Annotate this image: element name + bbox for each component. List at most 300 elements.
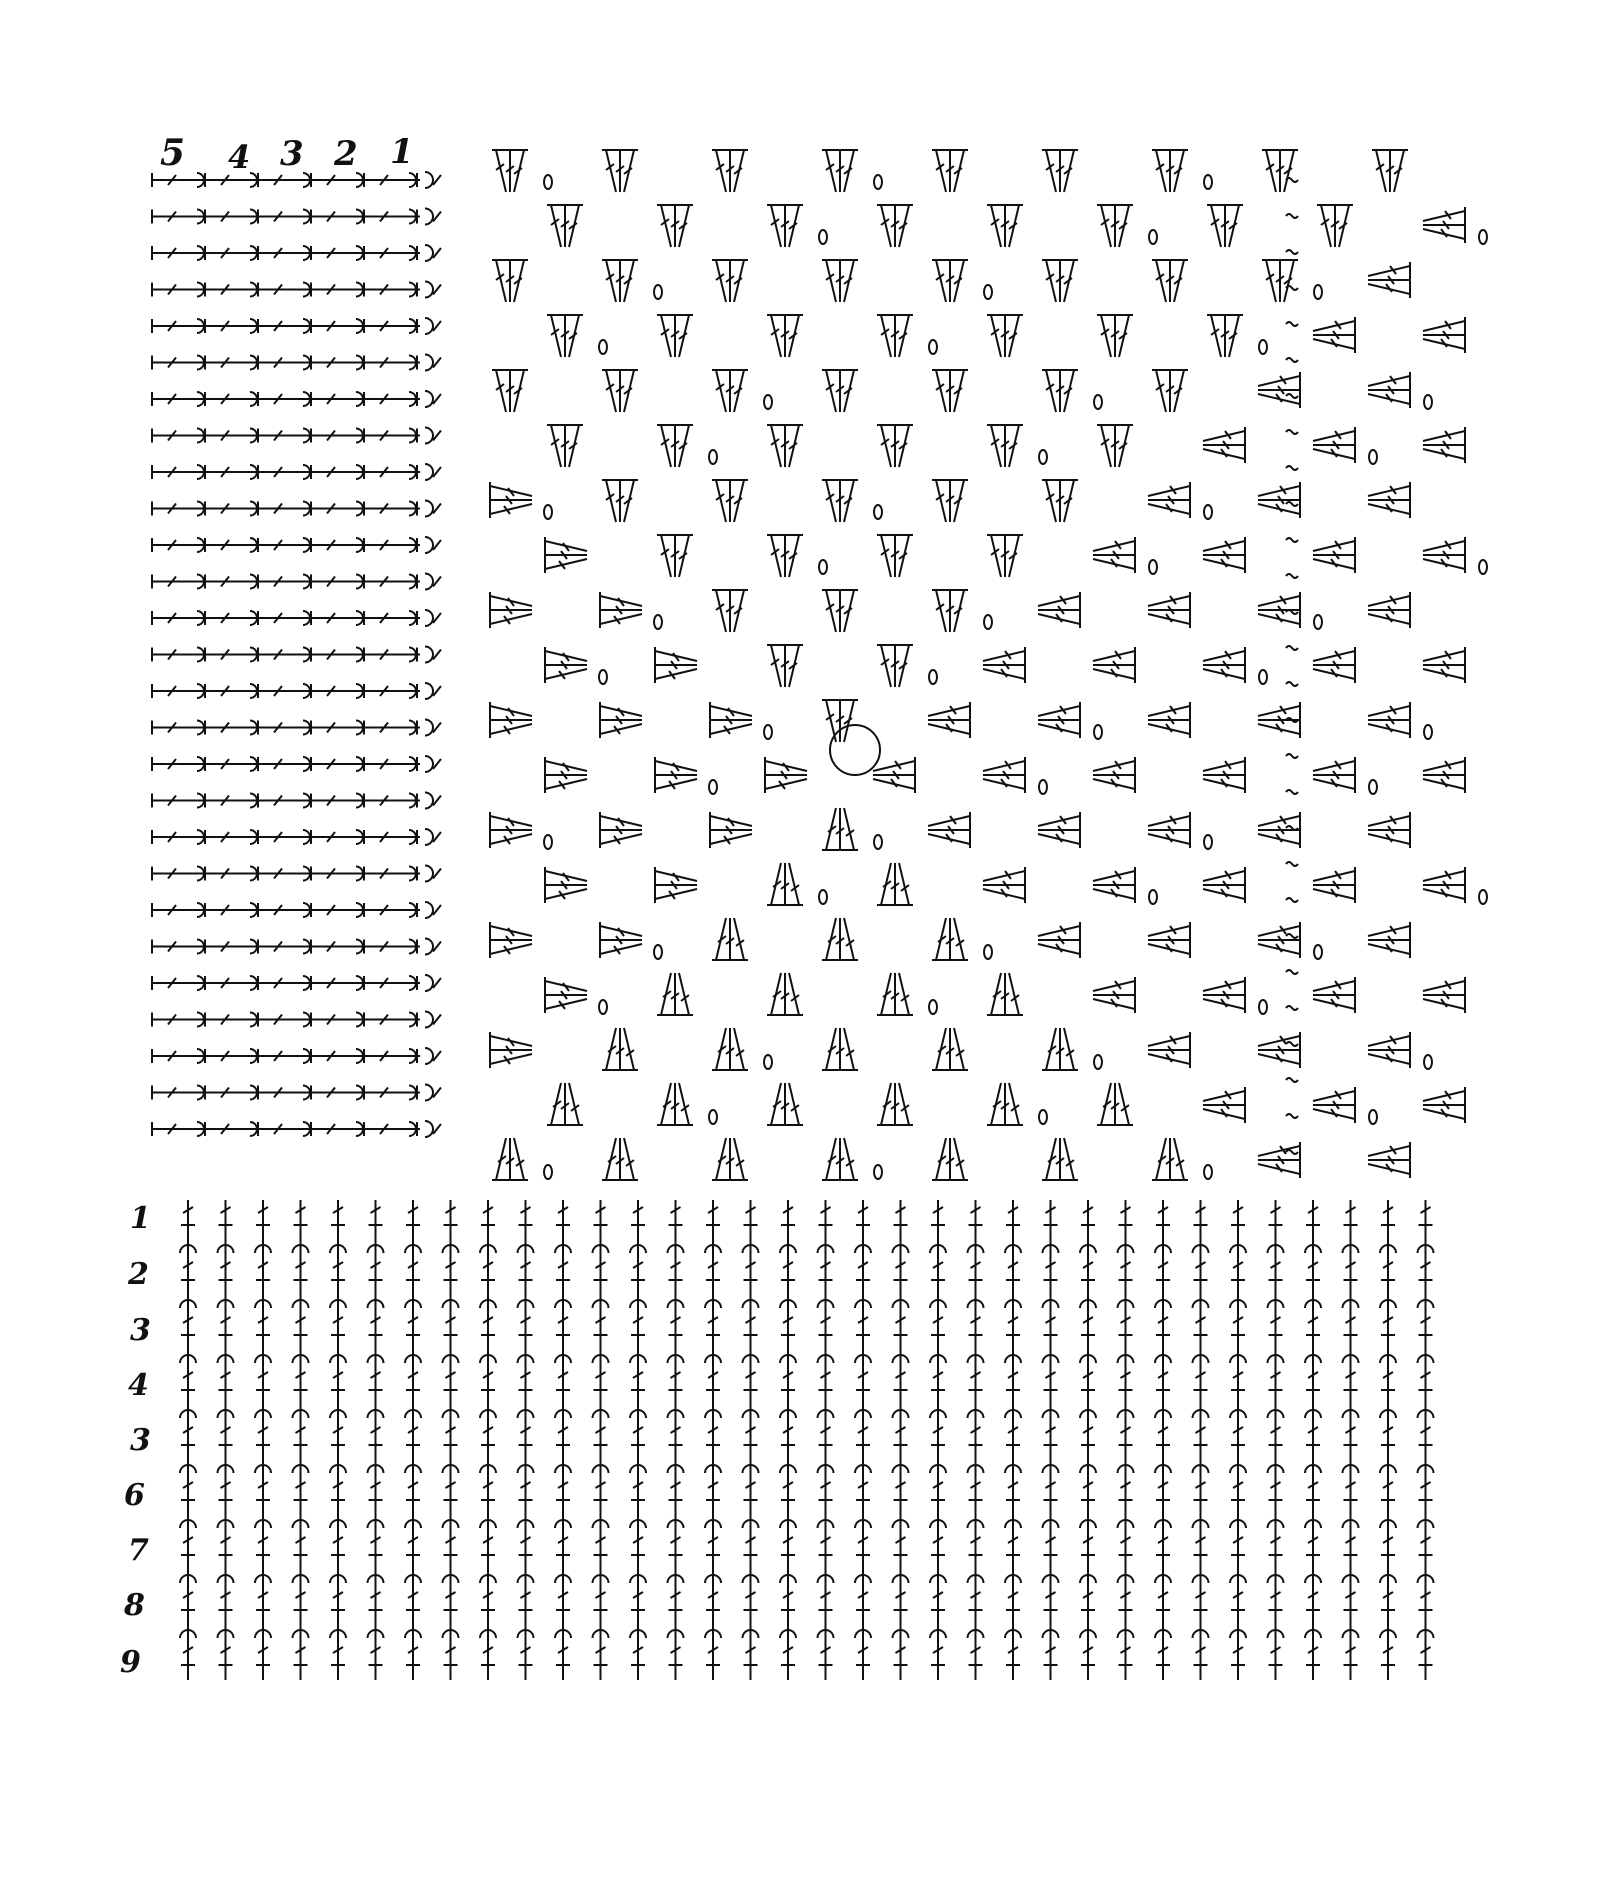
crochet-shell-symbol: [1313, 867, 1355, 903]
stitch-row: [152, 1048, 441, 1064]
wavy-divider-symbol: [1286, 322, 1298, 326]
wavy-divider-symbol: [1286, 970, 1298, 974]
chain-loop-symbol: [1424, 1055, 1432, 1069]
side-row-label-5: 3: [130, 1423, 151, 1458]
crochet-shell-symbol: [767, 1083, 803, 1125]
chain-loop-symbol: [764, 395, 772, 409]
chain-loop-symbol: [1259, 1000, 1267, 1014]
wavy-divider-symbol: [1286, 1006, 1298, 1010]
chain-loop-symbol: [1149, 890, 1157, 904]
chain-loop-symbol: [544, 835, 552, 849]
crochet-shell-symbol: [1368, 1032, 1410, 1068]
crochet-shell-symbol: [1368, 1142, 1410, 1178]
crochet-shell-symbol: [1038, 592, 1080, 628]
chain-loop-symbol: [1204, 835, 1212, 849]
crochet-shell-symbol: [877, 645, 913, 687]
crochet-shell-symbol: [492, 370, 528, 412]
crochet-shell-symbol: [877, 863, 913, 905]
stitch-row: [152, 1012, 441, 1028]
crochet-shell-symbol: [767, 973, 803, 1015]
chain-loop-symbol: [1259, 340, 1267, 354]
crochet-shell-symbol: [767, 205, 803, 247]
crochet-shell-symbol: [1097, 205, 1133, 247]
crochet-shell-symbol: [1313, 977, 1355, 1013]
crochet-shell-symbol: [1203, 537, 1245, 573]
chain-loop-symbol: [1094, 395, 1102, 409]
stitch-post-symbol: [593, 1200, 609, 1680]
crochet-shell-symbol: [492, 150, 528, 192]
crochet-shell-symbol: [490, 922, 532, 958]
stitch-row: [152, 428, 441, 444]
crochet-shell-symbol: [932, 590, 968, 632]
side-row-label-8: 8: [124, 1588, 145, 1623]
crochet-shell-symbol: [657, 315, 693, 357]
crochet-shell-symbol: [657, 535, 693, 577]
crochet-shell-symbol: [1368, 812, 1410, 848]
chain-loop-symbol: [654, 615, 662, 629]
crochet-shell-symbol: [928, 812, 970, 848]
stitch-post-symbol: [930, 1200, 946, 1680]
crochet-shell-symbol: [1093, 537, 1135, 573]
crochet-shell-symbol: [932, 150, 968, 192]
crochet-shell-symbol: [877, 535, 913, 577]
wavy-divider-symbol: [1286, 394, 1298, 398]
chain-loop-symbol: [929, 1000, 937, 1014]
wavy-divider-symbol: [1286, 934, 1298, 938]
crochet-shell-symbol: [1313, 427, 1355, 463]
stitch-row: [152, 391, 441, 407]
crochet-shell-symbol: [1262, 260, 1298, 302]
wavy-divider-symbol: [1286, 682, 1298, 686]
crochet-shell-symbol: [492, 1138, 528, 1180]
crochet-shell-symbol: [822, 700, 858, 742]
crochet-shell-symbol: [1423, 207, 1465, 243]
crochet-shell-symbol: [1038, 702, 1080, 738]
crochet-shell-symbol: [1042, 260, 1078, 302]
stitch-row: [152, 172, 441, 188]
stitch-post-symbol: [1343, 1200, 1359, 1680]
crochet-shell-symbol: [822, 150, 858, 192]
stitch-row: [152, 902, 441, 918]
chain-loop-symbol: [1204, 175, 1212, 189]
crochet-shell-symbol: [602, 1028, 638, 1070]
stitch-post-symbol: [630, 1200, 646, 1680]
top-row-label-1: 1: [390, 132, 414, 172]
crochet-shell-symbol: [1207, 205, 1243, 247]
stitch-row: [152, 574, 441, 590]
crochet-shell-symbol: [602, 150, 638, 192]
crochet-shell-symbol: [1258, 372, 1300, 408]
stitch-row: [152, 793, 441, 809]
chain-loop-symbol: [1369, 450, 1377, 464]
chain-loop-symbol: [1314, 615, 1322, 629]
crochet-shell-symbol: [1423, 427, 1465, 463]
stitch-post-symbol: [818, 1200, 834, 1680]
stitch-post-symbol: [293, 1200, 309, 1680]
chain-loop-symbol: [764, 725, 772, 739]
stitch-post-symbol: [443, 1200, 459, 1680]
stitch-post-symbol: [668, 1200, 684, 1680]
stitch-row: [152, 464, 441, 480]
crochet-shell-symbol: [490, 812, 532, 848]
crochet-shell-symbol: [877, 973, 913, 1015]
side-row-label-4: 4: [128, 1368, 149, 1403]
crochet-shell-symbol: [877, 1083, 913, 1125]
crochet-shell-symbol: [602, 370, 638, 412]
crochet-shell-symbol: [1262, 150, 1298, 192]
stitch-row: [152, 975, 441, 991]
stitch-row: [152, 939, 441, 955]
crochet-shell-symbol: [1148, 1032, 1190, 1068]
crochet-shell-symbol: [1203, 647, 1245, 683]
crochet-shell-symbol: [1093, 977, 1135, 1013]
crochet-shell-symbol: [822, 370, 858, 412]
crochet-shell-symbol: [1097, 1083, 1133, 1125]
crochet-shell-symbol: [987, 425, 1023, 467]
crochet-shell-symbol: [600, 922, 642, 958]
stitch-post-symbol: [1268, 1200, 1284, 1680]
crochet-shell-symbol: [712, 150, 748, 192]
chain-loop-symbol: [1314, 945, 1322, 959]
crochet-shell-symbol: [1152, 260, 1188, 302]
crochet-shell-symbol: [655, 647, 697, 683]
stitch-post-symbol: [968, 1200, 984, 1680]
chain-loop-symbol: [1479, 890, 1487, 904]
crochet-shell-symbol: [657, 973, 693, 1015]
wavy-divider-symbol: [1286, 1114, 1298, 1118]
crochet-shell-symbol: [1203, 427, 1245, 463]
crochet-shell-symbol: [767, 425, 803, 467]
crochet-shell-symbol: [822, 918, 858, 960]
crochet-shell-symbol: [602, 260, 638, 302]
chain-loop-symbol: [874, 175, 882, 189]
crochet-shell-symbol: [1368, 262, 1410, 298]
crochet-shell-symbol: [987, 315, 1023, 357]
stitch-post-symbol: [743, 1200, 759, 1680]
crochet-shell-symbol: [1258, 922, 1300, 958]
stitch-row: [152, 355, 441, 371]
chain-loop-symbol: [1204, 1165, 1212, 1179]
crochet-shell-symbol: [932, 480, 968, 522]
crochet-shell-symbol: [1203, 1087, 1245, 1123]
crochet-shell-symbol: [1042, 370, 1078, 412]
stitch-post-symbol: [1080, 1200, 1096, 1680]
stitch-post-symbol: [1230, 1200, 1246, 1680]
stitch-post-symbol: [405, 1200, 421, 1680]
crochet-shell-symbol: [600, 702, 642, 738]
chain-loop-symbol: [1204, 505, 1212, 519]
crochet-shell-symbol: [545, 757, 587, 793]
stitch-row: [152, 501, 441, 517]
motif-grid: [490, 150, 1487, 1180]
side-row-label-6: 6: [124, 1478, 145, 1513]
side-row-label-1: 1: [130, 1201, 151, 1236]
stitch-post-symbol: [1305, 1200, 1321, 1680]
wavy-divider-symbol: [1286, 646, 1298, 650]
crochet-shell-symbol: [492, 260, 528, 302]
crochet-shell-symbol: [712, 590, 748, 632]
crochet-shell-symbol: [1313, 537, 1355, 573]
crochet-shell-symbol: [1097, 315, 1133, 357]
side-row-label-9: 9: [120, 1645, 141, 1680]
chain-loop-symbol: [984, 945, 992, 959]
crochet-shell-symbol: [1368, 922, 1410, 958]
crochet-shell-symbol: [545, 647, 587, 683]
chain-loop-symbol: [544, 505, 552, 519]
crochet-shell-symbol: [710, 702, 752, 738]
crochet-shell-symbol: [822, 590, 858, 632]
crochet-shell-symbol: [1368, 372, 1410, 408]
crochet-shell-symbol: [1313, 317, 1355, 353]
crochet-shell-symbol: [932, 1138, 968, 1180]
crochet-shell-symbol: [1368, 702, 1410, 738]
chain-loop-symbol: [764, 1055, 772, 1069]
crochet-shell-symbol: [490, 592, 532, 628]
crochet-shell-symbol: [712, 260, 748, 302]
crochet-shell-symbol: [1148, 592, 1190, 628]
crochet-shell-symbol: [712, 1028, 748, 1070]
crochet-shell-symbol: [712, 370, 748, 412]
wavy-divider-symbol: [1286, 1042, 1298, 1046]
crochet-shell-symbol: [657, 425, 693, 467]
stitch-post-symbol: [555, 1200, 571, 1680]
chain-loop-symbol: [1039, 1110, 1047, 1124]
crochet-shell-symbol: [1207, 315, 1243, 357]
chain-loop-symbol: [654, 285, 662, 299]
crochet-shell-symbol: [712, 918, 748, 960]
crochet-shell-symbol: [1423, 317, 1465, 353]
chain-loop-symbol: [599, 340, 607, 354]
crochet-shell-symbol: [1423, 537, 1465, 573]
stitch-post-symbol: [1193, 1200, 1209, 1680]
stitch-post-symbol: [1418, 1200, 1434, 1680]
chain-loop-symbol: [874, 1165, 882, 1179]
stitch-row: [152, 610, 441, 626]
wavy-divider-symbol: [1286, 538, 1298, 542]
chain-loop-symbol: [1149, 560, 1157, 574]
wavy-divider-symbol: [1286, 790, 1298, 794]
stitch-post-symbol: [255, 1200, 271, 1680]
stitch-row: [152, 683, 441, 699]
chain-loop-symbol: [819, 230, 827, 244]
stitch-post-symbol: [1118, 1200, 1134, 1680]
crochet-shell-symbol: [547, 205, 583, 247]
crochet-shell-symbol: [932, 370, 968, 412]
crochet-shell-symbol: [983, 867, 1025, 903]
chain-loop-symbol: [544, 1165, 552, 1179]
chain-loop-symbol: [819, 560, 827, 574]
crochet-shell-symbol: [822, 1028, 858, 1070]
crochet-shell-symbol: [983, 647, 1025, 683]
crochet-shell-symbol: [767, 645, 803, 687]
top-row-label-2: 2: [334, 134, 358, 174]
magic-ring-symbol: [830, 725, 880, 775]
crochet-shell-symbol: [822, 808, 858, 850]
stitch-row: [152, 1085, 441, 1101]
crochet-shell-symbol: [655, 867, 697, 903]
crochet-shell-symbol: [1152, 150, 1188, 192]
chain-loop-symbol: [1479, 560, 1487, 574]
stitch-post-symbol: [780, 1200, 796, 1680]
crochet-shell-symbol: [822, 260, 858, 302]
crochet-shell-symbol: [767, 863, 803, 905]
stitch-post-symbol: [518, 1200, 534, 1680]
side-row-number-labels: [120, 1201, 151, 1680]
stitch-post-symbol: [855, 1200, 871, 1680]
chain-loop-symbol: [1369, 1110, 1377, 1124]
stitch-row: [152, 245, 441, 261]
top-row-label-4: 4: [228, 138, 251, 176]
crochet-shell-symbol: [928, 702, 970, 738]
top-row-label-3: 3: [280, 134, 304, 174]
crochet-shell-symbol: [1258, 702, 1300, 738]
stitch-post-symbol: [1005, 1200, 1021, 1680]
crochet-shell-symbol: [1317, 205, 1353, 247]
chain-loop-symbol: [709, 780, 717, 794]
crochet-shell-symbol: [1148, 702, 1190, 738]
crochet-shell-symbol: [710, 812, 752, 848]
wavy-divider-symbol: [1286, 1078, 1298, 1082]
chain-loop-symbol: [1314, 285, 1322, 299]
crochet-shell-symbol: [1038, 812, 1080, 848]
crochet-shell-symbol: [1042, 1138, 1078, 1180]
crochet-shell-symbol: [767, 315, 803, 357]
crochet-shell-symbol: [545, 867, 587, 903]
crochet-shell-symbol: [1148, 922, 1190, 958]
chain-loop-symbol: [1424, 725, 1432, 739]
crochet-shell-symbol: [602, 1138, 638, 1180]
wavy-divider-symbol: [1286, 250, 1298, 254]
crochet-shell-symbol: [602, 480, 638, 522]
crochet-shell-symbol: [987, 535, 1023, 577]
crochet-shell-symbol: [1038, 922, 1080, 958]
crochet-shell-symbol: [547, 1083, 583, 1125]
crochet-shell-symbol: [600, 592, 642, 628]
crochet-shell-symbol: [1093, 757, 1135, 793]
crochet-shell-symbol: [712, 1138, 748, 1180]
wavy-divider-symbol: [1286, 214, 1298, 218]
crochet-shell-symbol: [657, 1083, 693, 1125]
crochet-shell-symbol: [600, 812, 642, 848]
crochet-shell-symbol: [490, 482, 532, 518]
stitch-row: [152, 209, 441, 225]
crochet-shell-symbol: [1313, 647, 1355, 683]
crochet-shell-symbol: [983, 757, 1025, 793]
crochet-shell-symbol: [1368, 482, 1410, 518]
crochet-shell-symbol: [1152, 370, 1188, 412]
chain-loop-symbol: [1039, 780, 1047, 794]
stitch-row: [152, 720, 441, 736]
chain-loop-symbol: [599, 1000, 607, 1014]
chain-loop-symbol: [544, 175, 552, 189]
crochet-shell-symbol: [932, 260, 968, 302]
crochet-shell-symbol: [932, 1028, 968, 1070]
lower-stitch-columns: [180, 1200, 1434, 1680]
stitch-post-symbol: [368, 1200, 384, 1680]
crochet-shell-symbol: [712, 480, 748, 522]
stitch-post-symbol: [1380, 1200, 1396, 1680]
chain-loop-symbol: [874, 835, 882, 849]
crochet-shell-symbol: [987, 973, 1023, 1015]
crochet-shell-symbol: [877, 315, 913, 357]
stitch-row: [152, 1121, 441, 1137]
chain-loop-symbol: [819, 890, 827, 904]
stitch-row: [152, 756, 441, 772]
chain-loop-symbol: [1149, 230, 1157, 244]
crochet-shell-symbol: [1423, 647, 1465, 683]
crochet-shell-symbol: [987, 1083, 1023, 1125]
crochet-shell-symbol: [932, 918, 968, 960]
crochet-shell-symbol: [547, 315, 583, 357]
side-row-label-3: 3: [130, 1313, 151, 1348]
crochet-shell-symbol: [657, 205, 693, 247]
crochet-shell-symbol: [545, 977, 587, 1013]
chain-loop-symbol: [1479, 230, 1487, 244]
crochet-shell-symbol: [767, 535, 803, 577]
chain-loop-symbol: [709, 1110, 717, 1124]
stitch-post-symbol: [1043, 1200, 1059, 1680]
crochet-shell-symbol: [1258, 592, 1300, 628]
crochet-shell-symbol: [987, 205, 1023, 247]
chain-loop-symbol: [929, 670, 937, 684]
chain-loop-symbol: [1039, 450, 1047, 464]
crochet-shell-symbol: [1203, 977, 1245, 1013]
wavy-divider-symbol: [1286, 430, 1298, 434]
crochet-shell-symbol: [822, 1138, 858, 1180]
chain-loop-symbol: [1259, 670, 1267, 684]
crochet-shell-symbol: [1423, 977, 1465, 1013]
crochet-shell-symbol: [1372, 150, 1408, 192]
crochet-shell-symbol: [873, 757, 915, 793]
crochet-shell-symbol: [1258, 1142, 1300, 1178]
crochet-shell-symbol: [490, 1032, 532, 1068]
wavy-divider-symbol: [1286, 502, 1298, 506]
wavy-divider-symbol: [1286, 862, 1298, 866]
crochet-shell-symbol: [1203, 867, 1245, 903]
stitch-post-symbol: [180, 1200, 196, 1680]
side-row-label-7: 7: [128, 1533, 149, 1568]
stitch-row: [152, 647, 441, 663]
chain-loop-symbol: [984, 615, 992, 629]
stitch-row: [152, 866, 441, 882]
chain-loop-symbol: [599, 670, 607, 684]
stitch-post-symbol: [330, 1200, 346, 1680]
wavy-divider-symbol: [1286, 1150, 1298, 1154]
stitch-row: [152, 829, 441, 845]
stitch-post-symbol: [705, 1200, 721, 1680]
crochet-shell-symbol: [1152, 1138, 1188, 1180]
stitch-post-symbol: [480, 1200, 496, 1680]
chain-loop-symbol: [654, 945, 662, 959]
chain-loop-symbol: [1369, 780, 1377, 794]
crochet-shell-symbol: [1313, 1087, 1355, 1123]
crochet-shell-symbol: [547, 425, 583, 467]
crochet-shell-symbol: [1258, 482, 1300, 518]
wavy-divider-symbol: [1286, 898, 1298, 902]
stitch-post-symbol: [218, 1200, 234, 1680]
chain-loop-symbol: [929, 340, 937, 354]
crochet-shell-symbol: [1368, 592, 1410, 628]
crochet-shell-symbol: [1423, 1087, 1465, 1123]
crochet-shell-symbol: [1423, 867, 1465, 903]
chain-loop-symbol: [1094, 725, 1102, 739]
crochet-shell-symbol: [877, 205, 913, 247]
wavy-divider-symbol: [1286, 358, 1298, 362]
stitch-row: [152, 282, 441, 298]
crochet-shell-symbol: [1148, 812, 1190, 848]
chain-loop-symbol: [874, 505, 882, 519]
stitch-post-symbol: [893, 1200, 909, 1680]
